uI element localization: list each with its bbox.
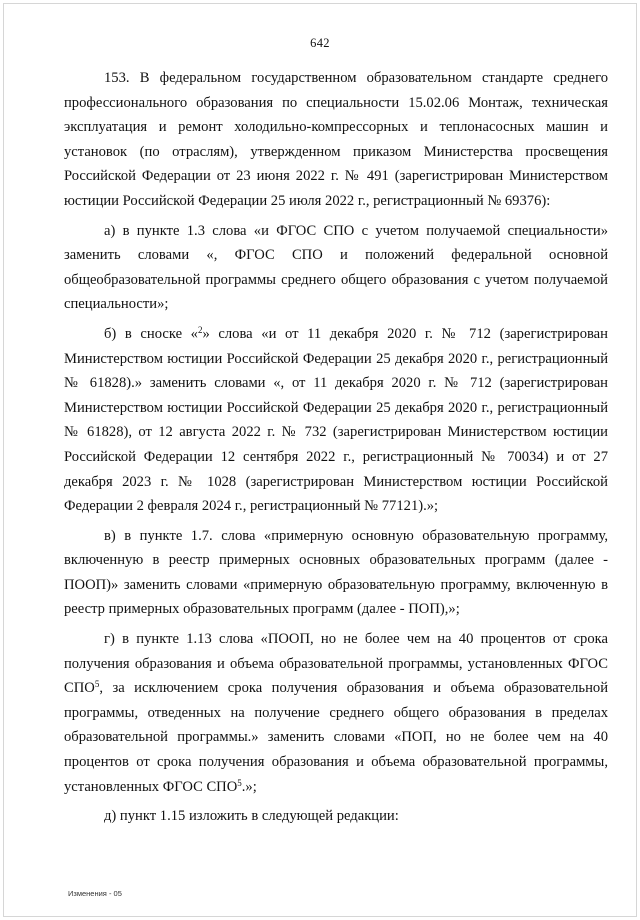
paragraph-text: , за исключением срока получения образования и объема образовательной программы, отведенных на получение среднего общего образования в пределах образовательной программы.» заменить словами «ПОП, но не более чем на 40 процентов от срока получения образования и объема образовательной программы, установленных ФГОС СПО — [64, 680, 608, 795]
footnote-ref: 5 — [94, 679, 100, 690]
paragraph-text: .»; — [241, 778, 257, 795]
footer-note: Изменения - 05 — [68, 889, 122, 898]
paragraph-item-d — [64, 804, 608, 829]
paragraph-item-a — [64, 219, 608, 317]
paragraph-text: г) в пункте 1.13 слова «ПООП, но не более чем на 40 процентов от срока получения образования и объема образовательной программы, установленных ФГОС СПО — [64, 631, 608, 697]
page-number: 642 — [310, 36, 330, 50]
paragraph-text: а) в пункте 1.3 слова «и ФГОС СПО с учетом получаемой специальности» заменить словами «, ФГОС СПО и положений федеральной основной общеобразовательной программы среднего общего образования с учетом получаемой специальности»; — [64, 222, 608, 313]
paragraph-text: д) пункт 1.15 изложить в следующей редакции: — [104, 808, 399, 825]
paragraph-text: б) в сноске « — [104, 325, 198, 342]
paragraph-text: в) в пункте 1.7. слова «примерную основную образовательную программу, включенную в реестр примерных основных образовательных программ (далее - ПООП)» заменить словами «примерную образовательную программу, включенную в реестр примерных образовательных программ (далее - ПОП),»; — [64, 527, 608, 618]
paragraph-item-b — [64, 322, 608, 519]
footnote-ref: 5 — [237, 777, 242, 788]
paragraph-153 — [64, 66, 608, 214]
paragraph-text: » слова «и от 11 декабря 2020 г. № 712 (зарегистрирован Министерством юстиции Российской Федерации 25 декабря 2020 г., регистрационный № 61828).» заменить словами «, от 11 декабря 2020 г. № 712 (зарегистрирован Министерством юстиции Российской Федерации 25 декабря 2020 г., регистрационный № 61828), от 12 августа 2022 г. № 732 (зарегистрирован Министерством юстиции Российской Федерации 12 сентября 2022 г., регистрационный № 70034) и от 27 декабря 2023 г. № 1028 (зарегистрирован Министерством юстиции Российской Федерации 2 февраля 2024 г., регистрационный № 77121).»; — [64, 325, 608, 515]
paragraph-item-g — [64, 627, 608, 799]
document-body — [64, 66, 608, 834]
paragraph-text: 153. В федеральном государственном образовательном стандарте среднего профессионального образования по специальности 15.02.06 Монтаж, техническая эксплуатация и ремонт холодильно-компрессорных и теплонасосных машин и установок (по отраслям), утвержденном приказом Министерства просвещения Российской Федерации от 23 июня 2022 г. № 491 (зарегистрирован Министерством юстиции Российской Федерации 25 июля 2022 г., регистрационный № 69376): — [64, 70, 608, 209]
footnote-ref: 2 — [197, 324, 203, 335]
paragraph-item-v — [64, 524, 608, 622]
